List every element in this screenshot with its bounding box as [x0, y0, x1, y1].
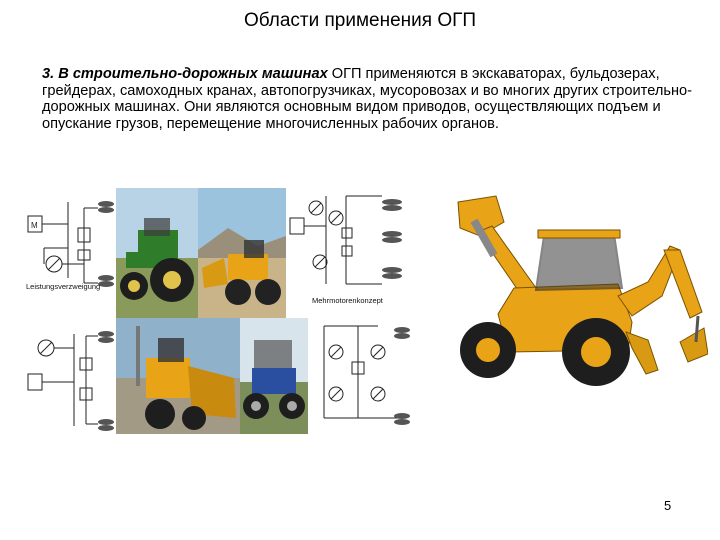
hydraulic-schematic-bottom-right — [308, 318, 414, 434]
caption-leistungsverzweigung: Leistungsverzweigung — [26, 282, 101, 291]
photo-wheel-loader — [198, 188, 286, 318]
schematic-label: M — [31, 221, 38, 230]
page-number: 5 — [664, 498, 672, 513]
green-tractor-image — [116, 188, 198, 318]
schematic-drawing-3 — [24, 328, 116, 434]
paragraph-lead: 3. В строительно-дорожных машинах — [42, 66, 328, 82]
caption-mehrmotorenkonzept: Mehrmotorenkonzept — [312, 296, 383, 305]
schematic-drawing — [24, 188, 116, 292]
hydraulic-schematic-top-right — [286, 188, 414, 306]
backhoe-loader-image — [418, 192, 708, 397]
slide-title: Области применения ОГП — [243, 10, 477, 31]
body-paragraph — [42, 66, 702, 132]
paragraph-text: ОГП применяются в экскаваторах, бульдозерах, грейдерах, самоходных кранах, автопогрузчиках, мусоровозах и во многих других строительно-дорожных машинах. Они являются основным видом приводов, осуществляющих подъем и опускание грузов, перемещение многочисленных рабочих органов. — [42, 66, 692, 132]
hydraulic-schematic-bottom-left — [24, 328, 116, 434]
photo-loader-bucket — [116, 318, 240, 434]
schematic-drawing-2 — [286, 188, 414, 306]
blue-tractor-image — [240, 318, 308, 434]
machinery-collage — [24, 188, 414, 434]
photo-green-tractor — [116, 188, 198, 318]
backhoe-loader-drawing — [418, 192, 708, 397]
schematic-drawing-4 — [308, 318, 414, 434]
hydraulic-schematic-top-left — [24, 188, 116, 292]
photo-blue-tractor — [240, 318, 308, 434]
wheel-loader-image — [198, 188, 286, 318]
loader-bucket-image — [116, 318, 240, 434]
